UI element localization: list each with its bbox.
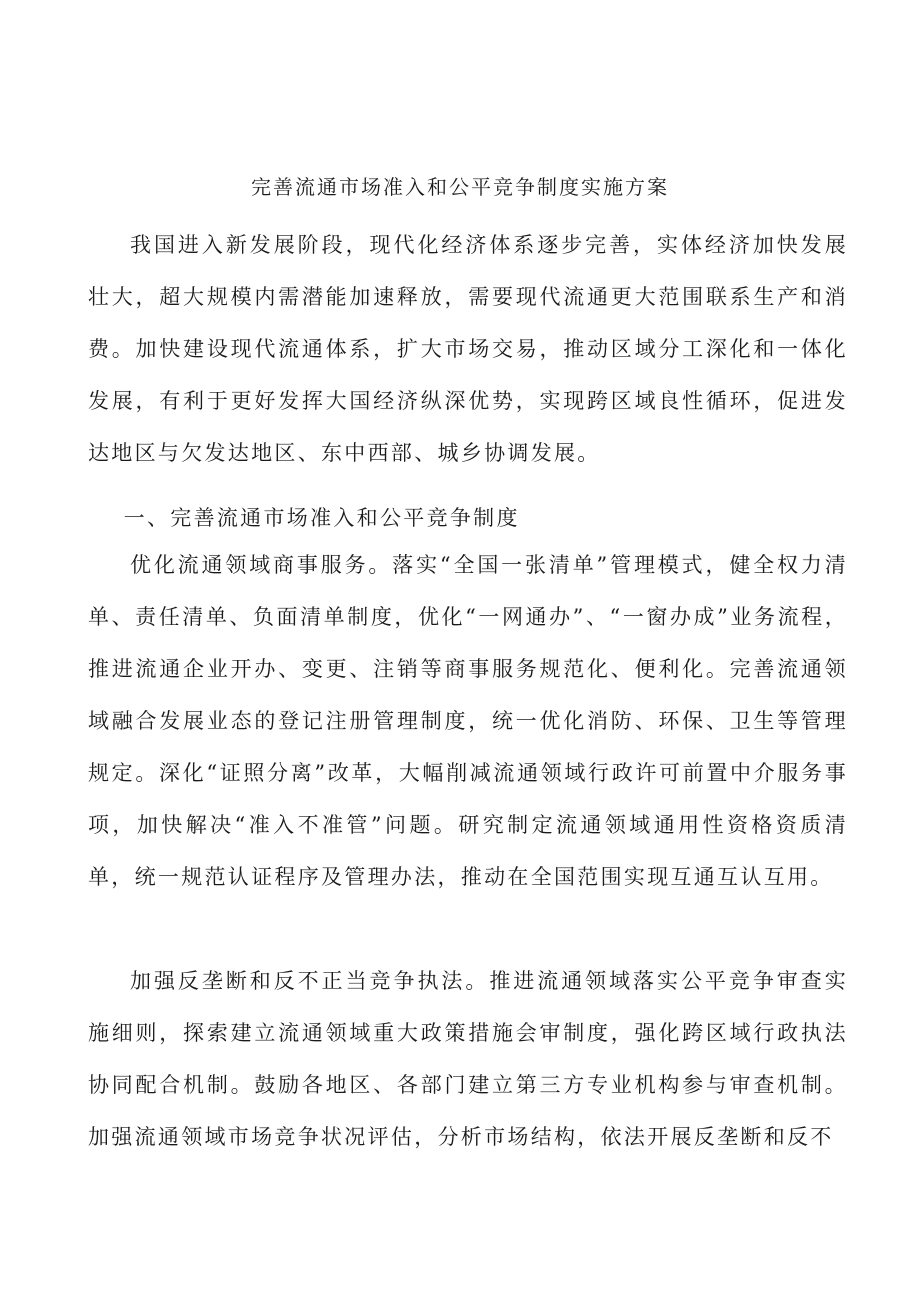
section-heading: 一、完善流通市场准入和公平竞争制度 xyxy=(123,506,520,530)
document-title: 完善流通市场准入和公平竞争制度实施方案 xyxy=(251,175,669,199)
paragraph-3-block xyxy=(88,955,848,1163)
paragraph-3: 加强反垄断和反不正当竞争执法。推进流通领域落实公平竞争审查实施细则，探索建立流通领域重大政策措施会审制度，强化跨区域行政执法协同配合机制。鼓励各地区、各部门建立第三方专业机构参与审查机制。加强流通领域市场竞争状况评估，分析市场结构，依法开展反垄断和反不 xyxy=(88,969,848,1149)
intro-paragraph: 我国进入新发展阶段，现代化经济体系逐步完善，实体经济加快发展壮大，超大规模内需潜能加速释放，需要现代流通更大范围联系生产和消费。加快建设现代流通体系，扩大市场交易，推动区域分工深化和一体化发展，有利于更好发挥大国经济纵深优势，实现跨区域良性循环，促进发达地区与欠发达地区、东中西部、城乡协调发展。 xyxy=(88,233,848,465)
paragraph-2-block xyxy=(88,539,848,903)
paragraph-2: 优化流通领域商事服务。落实“全国一张清单”管理模式，健全权力清单、责任清单、负面清单制度，优化“一网通办”、“一窗办成”业务流程，推进流通企业开办、变更、注销等商事服务规范化、便利化。完善流通领域融合发展业态的登记注册管理制度，统一优化消防、环保、卫生等管理规定。深化“证照分离”改革，大幅削减流通领域行政许可前置中介服务事项，加快解决“准入不准管”问题。研究制定流通领域通用性资格资质清单，统一规范认证程序及管理办法，推动在全国范围实现互通互认互用。 xyxy=(88,553,848,889)
intro-paragraph-block xyxy=(88,219,848,479)
